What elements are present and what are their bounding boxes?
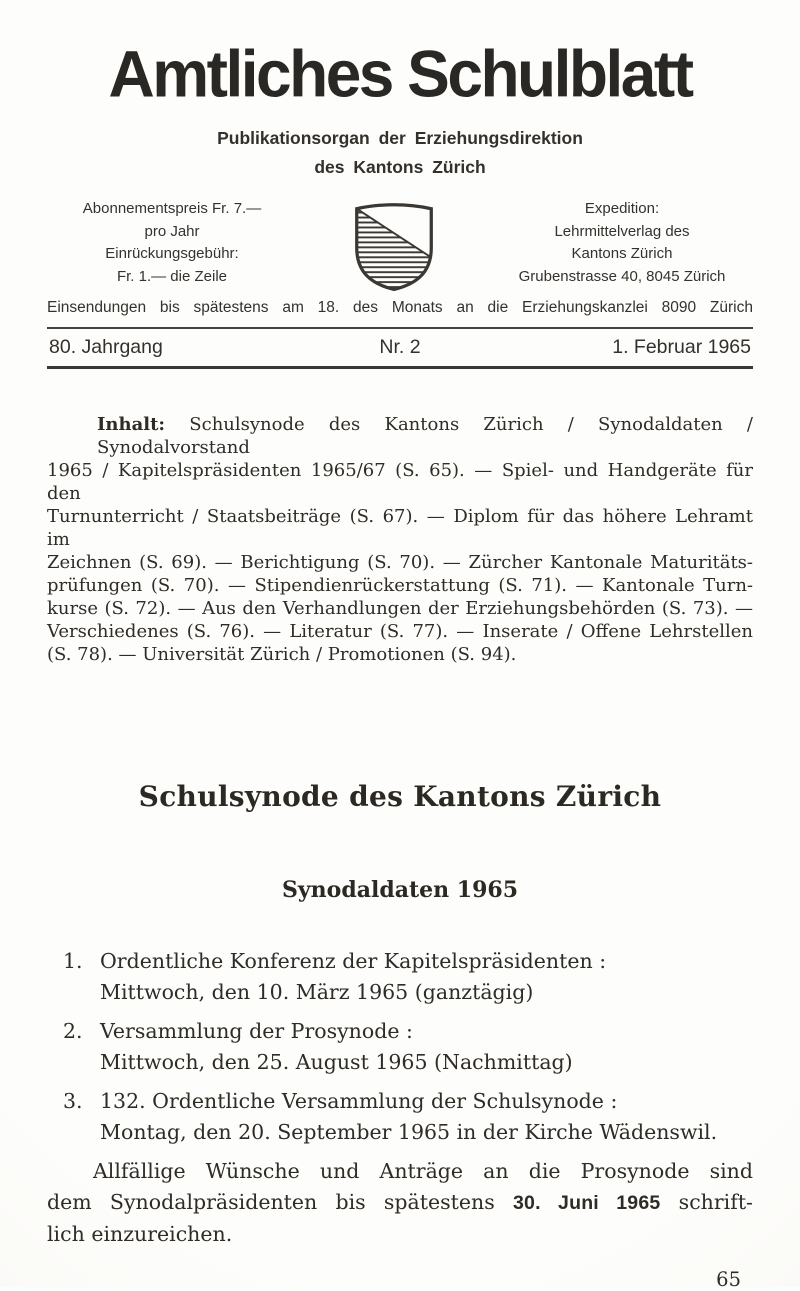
toc-line — [47, 413, 753, 459]
closing-deadline-date: 30. Juni 1965 — [513, 1192, 661, 1214]
item-line: 132. Ordentliche Versammlung der Schulsynode : — [100, 1089, 618, 1113]
item-line: Mittwoch, den 10. März 1965 (ganztägig) — [100, 980, 534, 1004]
item-line: Versammlung der Prosynode : — [100, 1019, 413, 1043]
expedition-line: Expedition: — [584, 200, 660, 217]
closing-text: schrift- — [660, 1190, 753, 1214]
item-number: 3. — [63, 1089, 83, 1113]
list-item — [47, 946, 753, 1008]
closing-paragraph — [47, 1156, 753, 1250]
article-heading: Schulsynode des Kantons Zürich — [138, 780, 662, 813]
item-body — [100, 1016, 753, 1078]
item-number: 1. — [63, 949, 83, 973]
expedition-info — [491, 198, 753, 288]
item-number: 2. — [63, 1019, 83, 1043]
subtitle-line-1: Publikationsorgan der Erziehungsdirektion — [217, 128, 583, 148]
synod-dates-list — [47, 946, 753, 1148]
toc-line: (S. 78). — Universität Zürich / Promotionen (S. 94). — [47, 644, 517, 665]
issue-number: Nr. 2 — [379, 336, 421, 358]
item-line: Ordentliche Konferenz der Kapitelspräsidenten : — [100, 949, 607, 973]
issue-bar — [47, 327, 753, 369]
masthead — [47, 198, 753, 292]
toc-label: Inhalt: — [97, 414, 166, 435]
item-body — [100, 1086, 753, 1148]
expedition-line: Grubenstrasse 40, 8045 Zürich — [518, 267, 726, 285]
zurich-coat-of-arms-icon — [334, 198, 454, 292]
page-title: Amtliches Schulblatt — [108, 36, 692, 112]
table-of-contents — [47, 413, 753, 666]
issue-date: 1. Februar 1965 — [612, 336, 751, 358]
subscription-line: Abonnementspreis Fr. 7.— — [82, 200, 262, 217]
subtitle — [47, 124, 753, 182]
toc-line: Zeichnen (S. 69). — Berichtigung (S. 70). — Zürcher Kantonale Maturitäts- — [47, 552, 753, 573]
closing-line — [47, 1187, 753, 1219]
subtitle-line-2: des Kantons Zürich — [314, 157, 486, 177]
closing-line: lich einzureichen. — [47, 1222, 233, 1246]
list-item — [47, 1086, 753, 1148]
toc-line: kurse (S. 72). — Aus den Verhandlungen der Erziehungsbehörden (S. 73). — — [47, 598, 753, 619]
subscription-line: Einrückungsgebühr: — [105, 245, 239, 262]
subscription-line: pro Jahr — [144, 222, 200, 240]
expedition-line: Kantons Zürich — [571, 245, 673, 262]
toc-line: 1965 / Kapitelspräsidenten 1965/67 (S. 65). — Spiel- und Handgeräte für den — [47, 460, 753, 504]
toc-line: Verschiedenes (S. 76). — Literatur (S. 77). — Inserate / Offene Lehrstellen — [47, 621, 753, 642]
closing-line: Allfällige Wünsche und Anträge an die Prosynode sind — [93, 1159, 753, 1183]
item-line: Montag, den 20. September 1965 in der Kirche Wädenswil. — [100, 1120, 718, 1144]
list-item — [47, 1016, 753, 1078]
toc-line-text: Schulsynode des Kantons Zürich / Synodaldaten / Synodalvorstand — [97, 414, 753, 458]
page-number: 65 — [716, 1268, 741, 1291]
item-body — [100, 946, 753, 1008]
toc-line: Turnunterricht / Staatsbeiträge (S. 67). — Diplom für das höhere Lehramt im — [47, 506, 753, 550]
subscription-info — [47, 198, 297, 288]
submission-deadline-note: Einsendungen bis spätestens am 18. des Monats an die Erziehungskanzlei 8090 Zürich — [47, 299, 753, 316]
article-subheading: Synodaldaten 1965 — [281, 877, 519, 903]
closing-text: dem Synodalpräsidenten bis spätestens — [47, 1190, 513, 1214]
subscription-line: Fr. 1.— die Zeile — [116, 267, 228, 285]
toc-line: prüfungen (S. 70). — Stipendienrückerstattung (S. 71). — Kantonale Turn- — [47, 575, 753, 596]
expedition-line: Lehrmittelverlag des — [554, 222, 690, 240]
item-line: Mittwoch, den 25. August 1965 (Nachmittag) — [100, 1050, 573, 1074]
issue-volume: 80. Jahrgang — [49, 336, 163, 358]
